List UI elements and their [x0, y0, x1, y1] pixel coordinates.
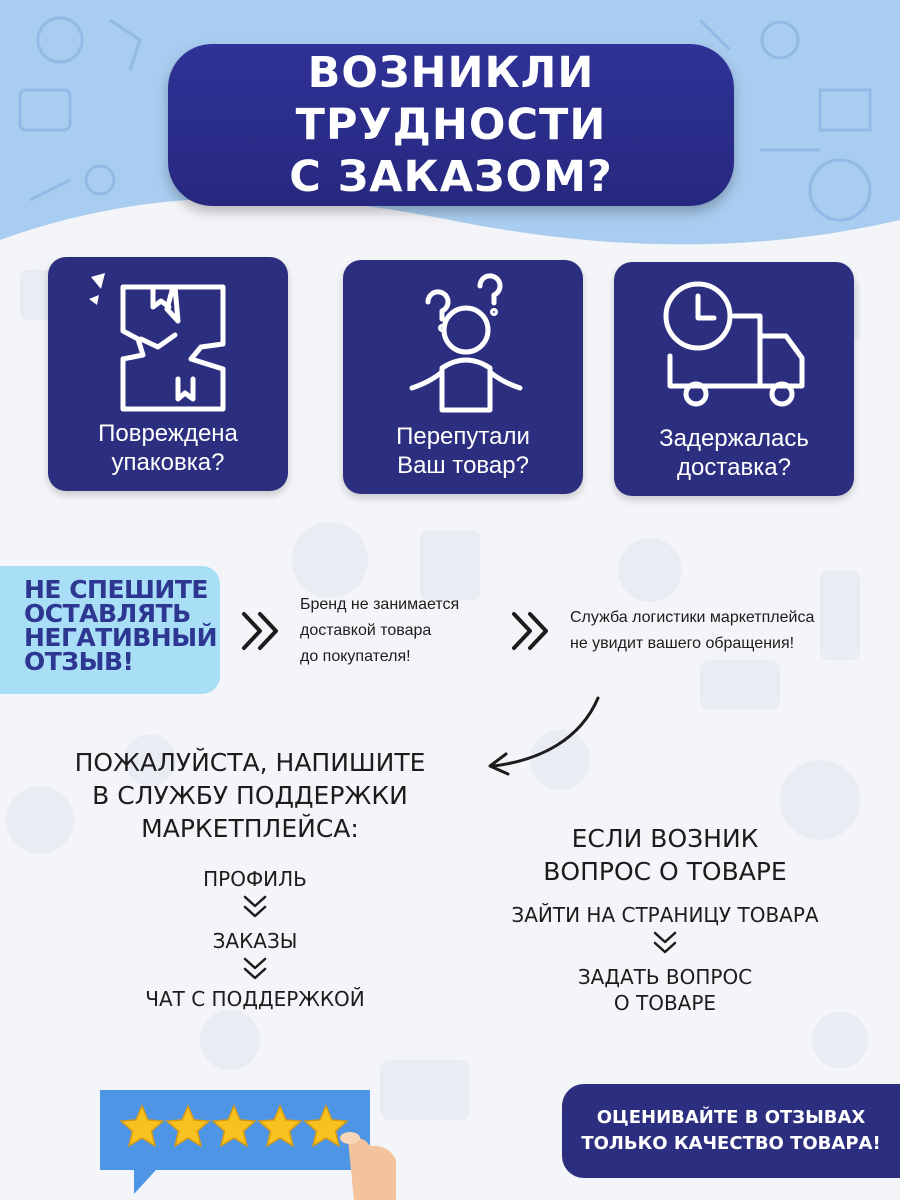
double-chevron-down-icon: [242, 956, 268, 982]
rate-note-text: ОЦЕНИВАЙТЕ В ОТЗЫВАХ ТОЛЬКО КАЧЕСТВО ТОВАРА!: [581, 1107, 881, 1154]
warning-text: НЕ СПЕШИТЕ ОСТАВЛЯТЬ НЕГАТИВНЫЙ ОТЗЫВ!: [24, 575, 218, 676]
broken-box-icon: [83, 269, 253, 419]
double-chevron-right-icon: [508, 608, 554, 654]
support-heading: ПОЖАЛУЙСТА, НАПИШИТЕ В СЛУЖБУ ПОДДЕРЖКИ МАРКЕТПЛЕЙСА:: [74, 748, 426, 843]
question-heading: ЕСЛИ ВОЗНИК ВОПРОС О ТОВАРЕ: [543, 824, 787, 886]
delivery-truck-clock-icon: [654, 276, 814, 416]
rate-note-banner: [562, 1084, 900, 1178]
page-title: ВОЗНИКЛИ ТРУДНОСТИ С ЗАКАЗОМ?: [289, 48, 613, 202]
double-chevron-down-icon: [242, 894, 268, 920]
card-label: Повреждена упаковка?: [98, 420, 238, 476]
double-chevron-right-icon: [238, 608, 284, 654]
title-banner: [168, 44, 734, 206]
warning-badge: [0, 566, 220, 694]
curved-arrow-icon: [480, 690, 610, 780]
step-product-page: ЗАЙТИ НА СТРАНИЦУ ТОВАРА: [511, 903, 819, 927]
card-label: Задержалась доставка?: [659, 425, 809, 481]
logistics-note: Служба логистики маркетплейса не увидит вашего обращения!: [570, 609, 815, 652]
step-support-chat: ЧАТ С ПОДДЕРЖКОЙ: [145, 987, 365, 1011]
step-profile: ПРОФИЛЬ: [203, 867, 307, 891]
card-wrong-item: [343, 260, 583, 494]
card-damaged-package: [48, 257, 288, 491]
rating-bubble: [96, 1084, 416, 1200]
step-orders: ЗАКАЗЫ: [212, 929, 298, 953]
card-label: Перепутали Ваш товар?: [396, 423, 530, 479]
confused-person-icon: [388, 272, 538, 422]
double-chevron-down-icon: [652, 930, 678, 956]
step-ask-question: ЗАДАТЬ ВОПРОС О ТОВАРЕ: [577, 965, 753, 1015]
brand-note: Бренд не занимается доставкой товара до покупателя!: [300, 596, 460, 665]
card-delivery-delayed: [614, 262, 854, 496]
